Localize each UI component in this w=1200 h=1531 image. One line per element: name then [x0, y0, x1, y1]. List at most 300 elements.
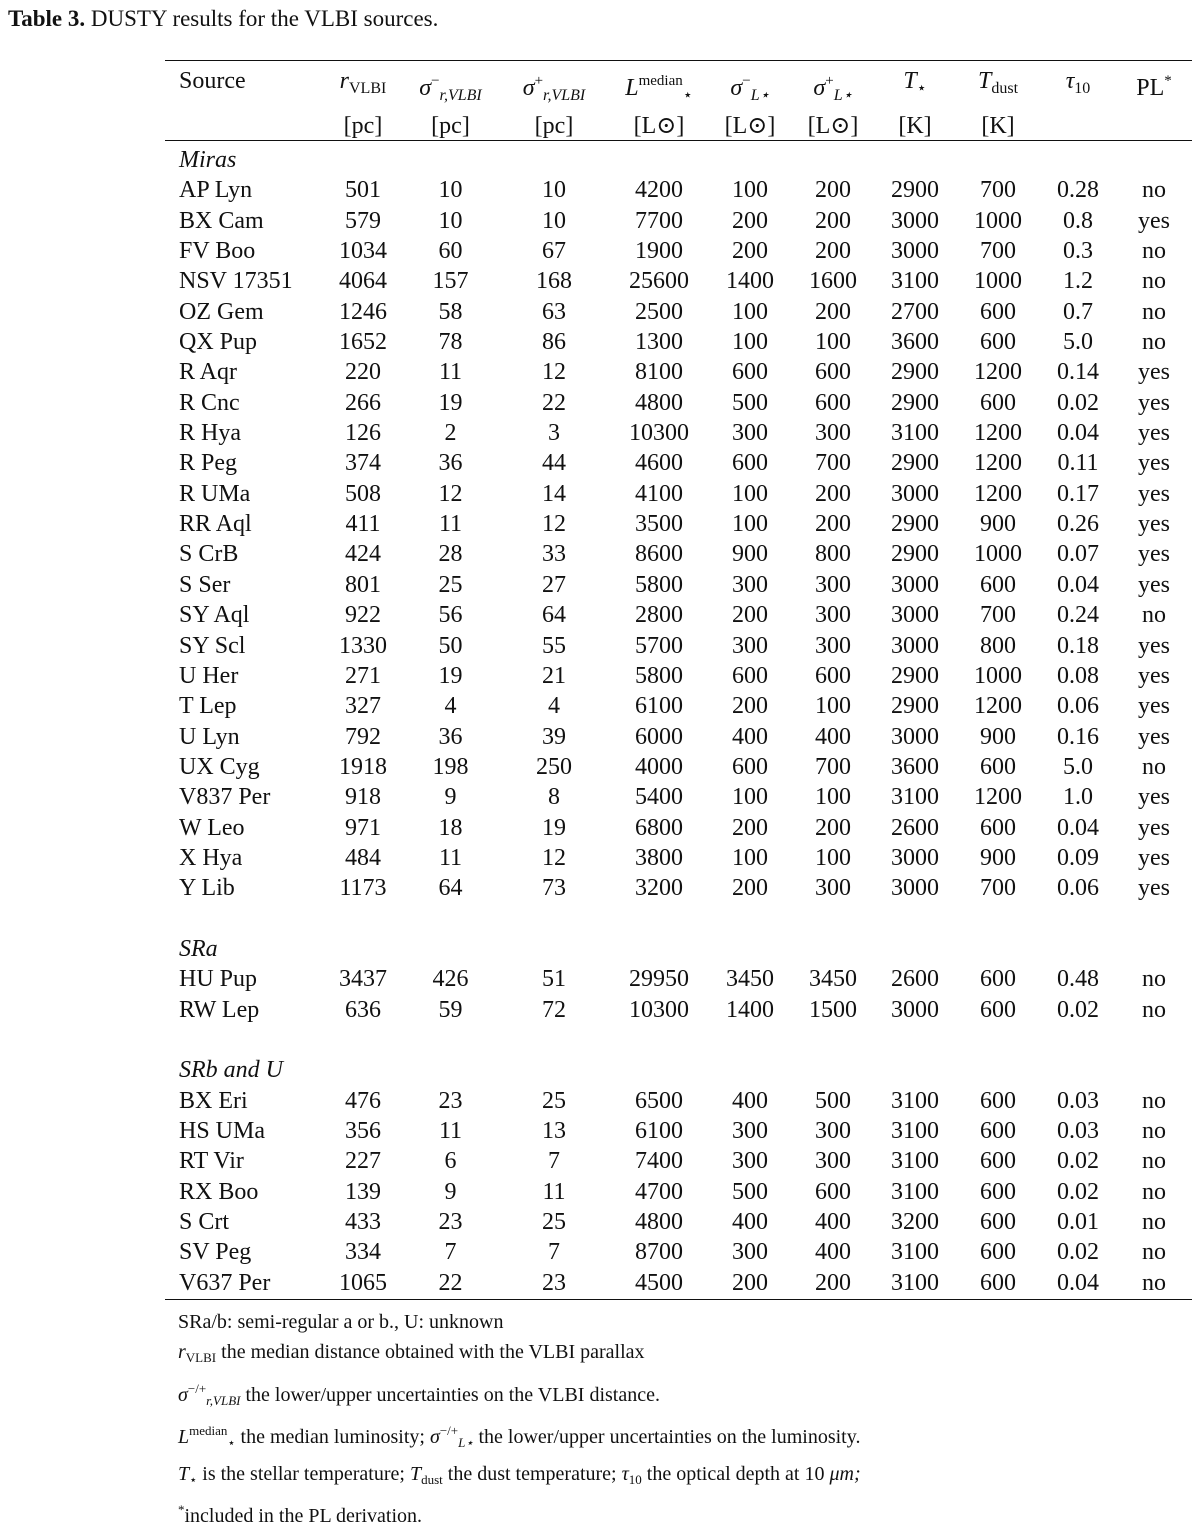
cell-sigma-r-plus: 21: [542, 662, 566, 689]
cell-sigma-r-plus: 4: [548, 693, 560, 720]
cell-sigma-l-minus: 600: [732, 753, 768, 780]
cell-sigma-l-plus: 300: [815, 1118, 851, 1144]
table-row: [165, 752, 1192, 782]
cell-t-dust: 900: [980, 511, 1016, 538]
cell-t-star: 2900: [891, 450, 939, 477]
cell-r-vlbi: 1034: [339, 238, 387, 265]
table-row: [165, 661, 1192, 691]
cell-luminosity: 5800: [635, 571, 683, 598]
cell-sigma-l-minus: 300: [732, 632, 768, 659]
cell-luminosity: 6800: [635, 814, 683, 841]
cell-r-vlbi: 579: [345, 207, 381, 234]
cell-t-dust: 1200: [974, 784, 1022, 811]
cell-luminosity: 4100: [635, 480, 683, 507]
cell-sigma-l-minus: 200: [732, 693, 768, 720]
cell-sigma-l-minus: 100: [732, 298, 768, 325]
cell-source: RW Lep: [179, 996, 260, 1023]
cell-luminosity: 3500: [635, 511, 683, 538]
cell-pl: no: [1142, 268, 1166, 295]
cell-sigma-r-plus: 8: [548, 784, 560, 811]
cell-t-star: 3600: [891, 753, 939, 780]
cell-sigma-r-plus: 10: [542, 177, 566, 204]
cell-sigma-r-minus: 22: [438, 1269, 463, 1296]
cell-pl: yes: [1138, 420, 1170, 447]
cell-t-dust: 1200: [974, 420, 1022, 447]
cell-sigma-l-plus: 300: [815, 571, 851, 598]
cell-source: R Hya: [179, 420, 241, 447]
cell-t-star: 3000: [891, 480, 939, 507]
cell-t-star: 3100: [891, 420, 939, 447]
col-tau: $\tau_{10}$: [1065, 68, 1091, 97]
cell-sigma-l-plus: 300: [815, 602, 851, 629]
col-t-dust: $T_{dust}$: [977, 68, 1019, 97]
cell-tau: 0.06: [1057, 693, 1099, 720]
cell-luminosity: 25600: [629, 268, 689, 295]
cell-sigma-l-minus: 600: [732, 359, 768, 386]
table-row: [165, 722, 1192, 752]
cell-t-dust: 700: [980, 602, 1016, 629]
table-notes: [178, 1307, 861, 1531]
note-pl: *included in the PL derivation.: [178, 1502, 423, 1528]
cell-tau: 0.48: [1057, 966, 1099, 993]
cell-source: R Cnc: [179, 389, 240, 416]
cell-pl: no: [1142, 1087, 1166, 1114]
cell-pl: yes: [1138, 480, 1170, 507]
cell-r-vlbi: 1173: [339, 875, 387, 902]
cell-sigma-l-minus: 900: [732, 541, 768, 568]
table-row: [165, 1146, 1192, 1176]
cell-tau: 0.04: [1057, 420, 1099, 447]
cell-luminosity: 4000: [635, 753, 683, 780]
cell-t-star: 2900: [891, 693, 939, 720]
cell-sigma-l-plus: 400: [815, 723, 851, 750]
cell-sigma-r-plus: 51: [542, 966, 566, 993]
table-row: [165, 357, 1192, 387]
table-row: [165, 479, 1192, 509]
cell-tau: 0.26: [1057, 511, 1099, 538]
cell-pl: yes: [1138, 541, 1170, 568]
cell-pl: yes: [1138, 844, 1170, 871]
cell-t-star: 3100: [891, 1239, 939, 1266]
cell-t-dust: 1200: [974, 450, 1022, 477]
table-row: [165, 570, 1192, 600]
cell-sigma-l-plus: 800: [815, 541, 851, 568]
cell-t-star: 3000: [891, 723, 939, 750]
table-row: [165, 782, 1192, 812]
section-heading: SRa: [179, 935, 218, 962]
cell-sigma-r-plus: 67: [542, 238, 566, 265]
cell-r-vlbi: 484: [345, 844, 381, 871]
table-row: [165, 1086, 1192, 1116]
cell-tau: 0.02: [1057, 996, 1099, 1023]
table-row: [165, 1207, 1192, 1237]
cell-source: FV Boo: [179, 238, 256, 265]
cell-r-vlbi: 374: [345, 450, 381, 477]
cell-sigma-l-minus: 200: [732, 1269, 768, 1296]
table-row: [165, 964, 1192, 994]
table-row: [165, 1237, 1192, 1267]
cell-t-star: 2900: [891, 359, 939, 386]
cell-sigma-r-plus: 64: [542, 602, 566, 629]
col-sigma-r-minus: $\sigma^-_{r,VLBI}$: [419, 73, 482, 104]
cell-t-star: 2600: [891, 814, 939, 841]
cell-pl: no: [1142, 329, 1166, 356]
cell-t-star: 3100: [891, 1148, 939, 1175]
cell-sigma-r-plus: 73: [542, 875, 566, 902]
cell-source: UX Cyg: [179, 753, 260, 780]
cell-sigma-r-plus: 55: [542, 632, 566, 659]
cell-pl: no: [1142, 966, 1166, 993]
cell-sigma-r-plus: 44: [542, 450, 566, 477]
cell-tau: 0.09: [1057, 844, 1099, 871]
cell-sigma-l-plus: 400: [815, 1239, 851, 1266]
cell-t-star: 3100: [891, 1269, 939, 1296]
cell-luminosity: 8600: [635, 541, 683, 568]
unit-t-dust: [K]: [981, 113, 1015, 139]
cell-sigma-r-minus: 36: [438, 450, 463, 477]
cell-source: SV Peg: [179, 1239, 252, 1266]
cell-sigma-l-plus: 200: [815, 177, 851, 204]
cell-tau: 0.24: [1057, 602, 1099, 629]
cell-tau: 0.17: [1057, 480, 1099, 507]
cell-source: BX Cam: [179, 207, 264, 234]
table-row: [165, 691, 1192, 721]
table-row: [165, 418, 1192, 448]
cell-sigma-l-minus: 100: [732, 511, 768, 538]
table-row: [165, 539, 1192, 569]
cell-sigma-l-minus: 200: [732, 875, 768, 902]
cell-pl: yes: [1138, 359, 1170, 386]
cell-sigma-l-minus: 100: [732, 177, 768, 204]
cell-t-dust: 1000: [974, 207, 1022, 234]
cell-pl: yes: [1138, 723, 1170, 750]
cell-luminosity: 2800: [635, 602, 683, 629]
cell-r-vlbi: 3437: [339, 966, 387, 993]
cell-t-star: 3000: [891, 632, 939, 659]
cell-sigma-l-minus: 200: [732, 238, 768, 265]
cell-r-vlbi: 501: [345, 177, 381, 204]
cell-sigma-r-plus: 250: [536, 753, 572, 780]
cell-source: R Peg: [179, 450, 238, 477]
cell-luminosity: 6100: [635, 1118, 683, 1144]
cell-sigma-r-minus: 198: [432, 753, 469, 780]
cell-sigma-l-plus: 100: [815, 784, 851, 811]
cell-source: HU Pup: [179, 966, 258, 993]
cell-pl: no: [1142, 1239, 1166, 1266]
note-r-vlbi: $r_{VLBI}$ the median distance obtained with the VLBI parallax: [178, 1341, 645, 1366]
cell-sigma-l-minus: 200: [732, 814, 768, 841]
cell-source: SY Scl: [179, 632, 246, 659]
cell-tau: 0.14: [1057, 359, 1099, 386]
unit-sigma-l-minus: [L⊙]: [724, 113, 776, 139]
cell-source: HS UMa: [179, 1118, 266, 1144]
cell-pl: no: [1142, 753, 1166, 780]
cell-t-star: 2900: [891, 511, 939, 538]
note-temperatures: $T_⋆$ is the stellar temperature; $T_{dust}$ the dust temperature; $\tau_{10}$ the optical depth at 10 μm;: [178, 1462, 861, 1487]
cell-t-dust: 600: [980, 1269, 1016, 1296]
section-heading-row: [165, 934, 1192, 964]
cell-sigma-r-minus: 18: [438, 814, 463, 841]
cell-t-dust: 1000: [974, 541, 1022, 568]
cell-tau: 0.8: [1063, 207, 1093, 234]
cell-tau: 0.01: [1057, 1209, 1099, 1236]
cell-source: R UMa: [179, 480, 251, 507]
cell-t-dust: 900: [980, 844, 1016, 871]
cell-source: Y Lib: [179, 875, 235, 902]
cell-sigma-r-minus: 50: [438, 632, 463, 659]
cell-sigma-r-minus: 56: [438, 602, 463, 629]
cell-luminosity: 29950: [629, 966, 689, 993]
cell-sigma-r-plus: 25: [542, 1209, 566, 1236]
cell-tau: 0.08: [1057, 662, 1099, 689]
cell-sigma-r-plus: 3: [548, 420, 560, 447]
cell-luminosity: 3200: [635, 875, 683, 902]
cell-r-vlbi: 1918: [339, 753, 387, 780]
cell-pl: no: [1142, 996, 1166, 1023]
cell-luminosity: 10300: [629, 420, 689, 447]
cell-sigma-l-minus: 300: [732, 571, 768, 598]
cell-source: R Aqr: [179, 359, 238, 386]
cell-sigma-l-minus: 1400: [726, 268, 774, 295]
cell-r-vlbi: 227: [345, 1148, 381, 1175]
cell-sigma-r-minus: 11: [438, 359, 463, 386]
cell-sigma-l-minus: 200: [732, 207, 768, 234]
cell-tau: 0.02: [1057, 1148, 1099, 1175]
cell-t-star: 3000: [891, 238, 939, 265]
cell-sigma-r-minus: 6: [444, 1148, 457, 1175]
cell-sigma-l-minus: 100: [732, 844, 768, 871]
table-row: [165, 509, 1192, 539]
cell-luminosity: 4600: [635, 450, 683, 477]
cell-sigma-r-plus: 12: [542, 359, 566, 386]
cell-t-dust: 700: [980, 875, 1016, 902]
cell-sigma-l-plus: 200: [815, 480, 851, 507]
cell-r-vlbi: 508: [345, 480, 381, 507]
cell-t-dust: 600: [980, 329, 1016, 356]
section-spacer: [165, 904, 1192, 934]
cell-sigma-l-minus: 500: [732, 389, 768, 416]
cell-tau: 0.16: [1057, 723, 1099, 750]
cell-sigma-l-minus: 100: [732, 480, 768, 507]
cell-sigma-l-plus: 400: [815, 1209, 851, 1236]
cell-source: S Crt: [179, 1209, 230, 1236]
cell-luminosity: 8700: [635, 1239, 683, 1266]
section-heading-row: [165, 1055, 1192, 1085]
cell-sigma-l-minus: 1400: [726, 996, 774, 1023]
cell-t-star: 2900: [891, 389, 939, 416]
cell-sigma-r-plus: 168: [536, 268, 572, 295]
cell-pl: yes: [1138, 875, 1170, 902]
cell-sigma-r-minus: 19: [438, 662, 463, 689]
cell-sigma-l-minus: 400: [732, 723, 768, 750]
cell-luminosity: 10300: [629, 996, 689, 1023]
cell-tau: 0.02: [1057, 1178, 1099, 1205]
cell-sigma-l-plus: 600: [815, 359, 851, 386]
cell-pl: no: [1142, 1148, 1166, 1175]
table-row: [165, 843, 1192, 873]
cell-sigma-r-plus: 86: [542, 329, 566, 356]
cell-t-dust: 600: [980, 966, 1016, 993]
cell-sigma-r-plus: 72: [542, 996, 566, 1023]
table-row: [165, 995, 1192, 1025]
cell-t-dust: 600: [980, 1118, 1016, 1144]
cell-tau: 0.02: [1057, 1239, 1099, 1266]
cell-tau: 0.03: [1057, 1118, 1099, 1144]
table-row: [165, 206, 1192, 236]
cell-sigma-r-plus: 25: [542, 1087, 566, 1114]
unit-luminosity: [L⊙]: [633, 113, 685, 139]
cell-luminosity: 3800: [635, 844, 683, 871]
cell-t-star: 3100: [891, 1178, 939, 1205]
cell-t-dust: 600: [980, 753, 1016, 780]
cell-t-dust: 600: [980, 571, 1016, 598]
cell-t-star: 3000: [891, 571, 939, 598]
cell-sigma-l-plus: 200: [815, 814, 851, 841]
cell-sigma-l-plus: 100: [815, 844, 851, 871]
cell-sigma-r-minus: 9: [444, 784, 457, 811]
cell-r-vlbi: 356: [345, 1118, 381, 1144]
cell-tau: 0.18: [1057, 632, 1099, 659]
cell-sigma-r-plus: 27: [542, 571, 566, 598]
cell-sigma-l-minus: 300: [732, 420, 768, 447]
cell-t-star: 3200: [891, 1209, 939, 1236]
cell-r-vlbi: 922: [345, 602, 381, 629]
cell-t-dust: 1200: [974, 359, 1022, 386]
cell-r-vlbi: 220: [345, 359, 381, 386]
cell-luminosity: 4500: [635, 1269, 683, 1296]
cell-pl: yes: [1138, 814, 1170, 841]
cell-tau: 0.04: [1057, 1269, 1099, 1296]
cell-sigma-r-minus: 23: [438, 1209, 463, 1236]
cell-pl: yes: [1138, 632, 1170, 659]
cell-pl: yes: [1138, 693, 1170, 720]
cell-source: AP Lyn: [179, 177, 253, 204]
cell-t-dust: 600: [980, 389, 1016, 416]
cell-pl: no: [1142, 1269, 1166, 1296]
cell-r-vlbi: 334: [345, 1239, 381, 1266]
cell-sigma-l-minus: 400: [732, 1087, 768, 1114]
cell-r-vlbi: 139: [345, 1178, 381, 1205]
cell-sigma-r-plus: 14: [542, 480, 566, 507]
table-row: [165, 1177, 1192, 1207]
cell-tau: 0.28: [1057, 177, 1099, 204]
note-classes: SRa/b: semi-regular a or b., U: unknown: [178, 1311, 504, 1333]
cell-sigma-l-plus: 3450: [809, 966, 857, 993]
cell-t-dust: 600: [980, 1178, 1016, 1205]
cell-t-star: 3000: [891, 207, 939, 234]
cell-luminosity: 2500: [635, 298, 683, 325]
cell-luminosity: 5400: [635, 784, 683, 811]
unit-sigma-r-plus: [pc]: [534, 113, 574, 139]
cell-sigma-r-minus: 23: [438, 1087, 463, 1114]
cell-t-dust: 600: [980, 1148, 1016, 1175]
col-source: Source: [179, 68, 246, 94]
cell-sigma-r-minus: 157: [432, 268, 469, 295]
cell-sigma-r-minus: 36: [438, 723, 463, 750]
cell-luminosity: 6000: [635, 723, 683, 750]
cell-sigma-r-plus: 10: [542, 207, 566, 234]
section-heading: Miras: [179, 147, 237, 173]
cell-pl: no: [1142, 1209, 1166, 1236]
cell-sigma-l-plus: 700: [815, 753, 851, 780]
cell-pl: no: [1142, 1118, 1166, 1144]
cell-t-dust: 1000: [974, 662, 1022, 689]
cell-t-dust: 800: [980, 632, 1016, 659]
cell-r-vlbi: 1065: [339, 1269, 387, 1296]
cell-tau: 0.06: [1057, 875, 1099, 902]
cell-r-vlbi: 266: [345, 389, 381, 416]
cell-source: NSV 17351: [179, 268, 293, 295]
cell-tau: 0.7: [1063, 298, 1093, 325]
cell-sigma-l-plus: 500: [815, 1087, 851, 1114]
note-sigma-r: $\sigma^{-/+}_{r,VLBI}$ the lower/upper uncertainties on the VLBI distance.: [178, 1380, 660, 1408]
cell-source: U Her: [179, 662, 239, 689]
cell-sigma-r-minus: 10: [438, 207, 463, 234]
cell-r-vlbi: 4064: [339, 268, 387, 295]
section-heading-row: [165, 145, 1192, 175]
cell-t-star: 3000: [891, 996, 939, 1023]
cell-sigma-l-minus: 300: [732, 1118, 768, 1144]
cell-r-vlbi: 801: [345, 571, 381, 598]
cell-sigma-r-minus: 10: [438, 177, 463, 204]
unit-sigma-l-plus: [L⊙]: [807, 113, 859, 139]
table-row: [165, 448, 1192, 478]
cell-pl: no: [1142, 238, 1166, 265]
cell-pl: yes: [1138, 450, 1170, 477]
cell-sigma-l-minus: 400: [732, 1209, 768, 1236]
cell-t-star: 3100: [891, 268, 939, 295]
table-caption: [8, 4, 438, 34]
cell-sigma-l-plus: 600: [815, 389, 851, 416]
cell-sigma-l-plus: 1500: [809, 996, 857, 1023]
cell-pl: no: [1142, 177, 1166, 204]
cell-sigma-l-plus: 100: [815, 329, 851, 356]
cell-pl: yes: [1138, 511, 1170, 538]
cell-t-dust: 600: [980, 814, 1016, 841]
cell-sigma-r-plus: 12: [542, 844, 566, 871]
cell-source: T Lep: [179, 693, 237, 720]
table-row: [165, 236, 1192, 266]
table-row: [165, 631, 1192, 661]
cell-sigma-l-minus: 600: [732, 662, 768, 689]
cell-luminosity: 1300: [635, 329, 683, 356]
table-row: [165, 1268, 1192, 1298]
cell-luminosity: 8100: [635, 359, 683, 386]
cell-r-vlbi: 971: [345, 814, 381, 841]
cell-tau: 0.07: [1057, 541, 1099, 568]
cell-sigma-l-plus: 300: [815, 875, 851, 902]
unit-t-star: [K]: [898, 113, 932, 139]
cell-tau: 5.0: [1063, 329, 1093, 356]
cell-sigma-l-plus: 200: [815, 298, 851, 325]
cell-source: RR Aql: [179, 511, 252, 538]
cell-sigma-r-minus: 426: [432, 966, 469, 993]
cell-luminosity: 4200: [635, 177, 683, 204]
cell-sigma-r-plus: 7: [548, 1239, 560, 1266]
cell-sigma-r-minus: 12: [438, 480, 463, 507]
cell-r-vlbi: 327: [345, 693, 381, 720]
cell-tau: 0.3: [1063, 238, 1093, 265]
col-sigma-l-plus: $\sigma^+_{L⋆}$: [813, 73, 853, 104]
cell-sigma-l-plus: 1600: [809, 268, 857, 295]
cell-luminosity: 5800: [635, 662, 683, 689]
cell-luminosity: 6500: [635, 1087, 683, 1114]
cell-sigma-l-minus: 100: [732, 784, 768, 811]
cell-tau: 0.03: [1057, 1087, 1099, 1114]
cell-sigma-l-minus: 3450: [726, 966, 774, 993]
cell-luminosity: 4700: [635, 1178, 683, 1205]
cell-sigma-r-plus: 12: [542, 511, 566, 538]
